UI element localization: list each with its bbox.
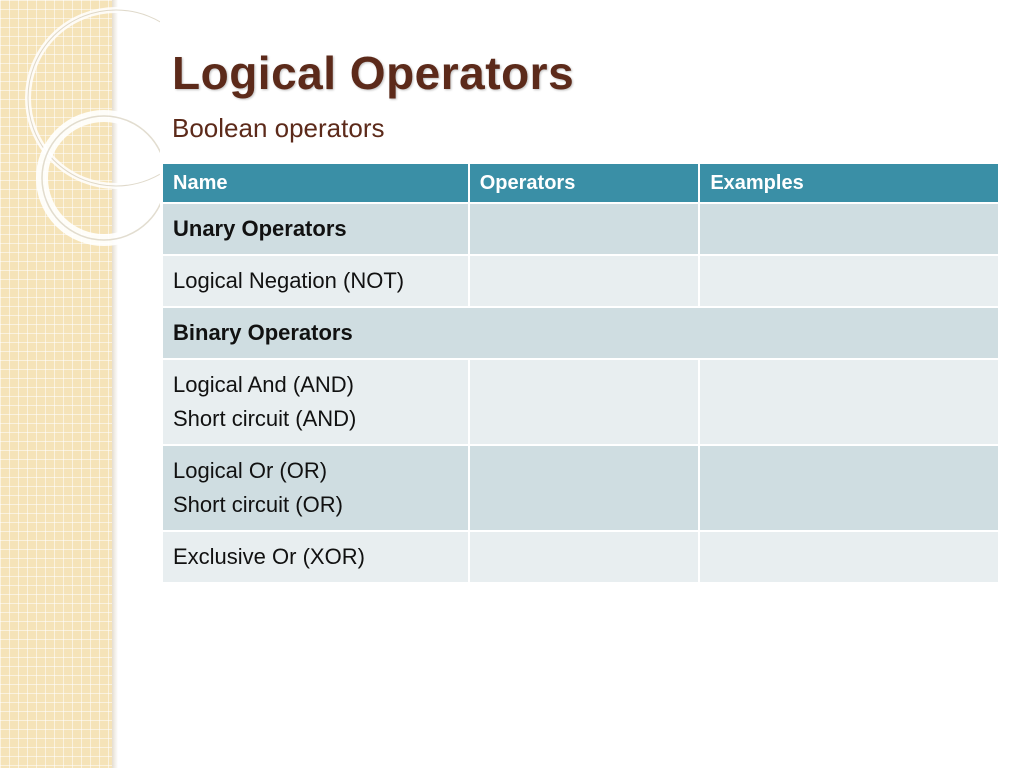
- row-operators-cell: [469, 203, 700, 255]
- row-examples-cell: [699, 255, 999, 307]
- table-row: [162, 307, 999, 359]
- table-row: [162, 445, 999, 531]
- row-operators-cell: [469, 445, 700, 531]
- header-operators: Operators: [469, 163, 700, 203]
- row-operators-cell: [469, 359, 700, 445]
- header-name: Name: [162, 163, 469, 203]
- table-row: [162, 255, 999, 307]
- row-name-binary-operators: Binary Operators: [162, 307, 999, 359]
- slide-title: Logical Operators: [172, 47, 575, 99]
- row-operators-cell: [469, 531, 700, 583]
- row-examples-cell: [699, 531, 999, 583]
- operators-table: [161, 162, 1000, 584]
- row-examples-cell: [699, 203, 999, 255]
- row-name-logical-or: [162, 445, 469, 531]
- table-header-row: [162, 163, 999, 203]
- table-row: [162, 203, 999, 255]
- header-examples: Examples: [699, 163, 999, 203]
- row-name-logical-and: [162, 359, 469, 445]
- table-row: [162, 531, 999, 583]
- slide-subtitle: Boolean operators: [172, 113, 385, 143]
- row-name-unary-operators: Unary Operators: [162, 203, 469, 255]
- row-name-line: Logical Or (OR): [173, 458, 328, 483]
- row-name-exclusive-or: Exclusive Or (XOR): [162, 531, 469, 583]
- row-name-line: Short circuit (OR): [173, 492, 343, 517]
- row-examples-cell: [699, 359, 999, 445]
- row-operators-cell: [469, 255, 700, 307]
- row-name-line: Logical And (AND): [173, 372, 354, 397]
- decorative-rings: [0, 0, 160, 260]
- row-examples-cell: [699, 445, 999, 531]
- table-row: [162, 359, 999, 445]
- row-name-logical-negation: Logical Negation (NOT): [162, 255, 469, 307]
- row-name-line: Short circuit (AND): [173, 406, 357, 431]
